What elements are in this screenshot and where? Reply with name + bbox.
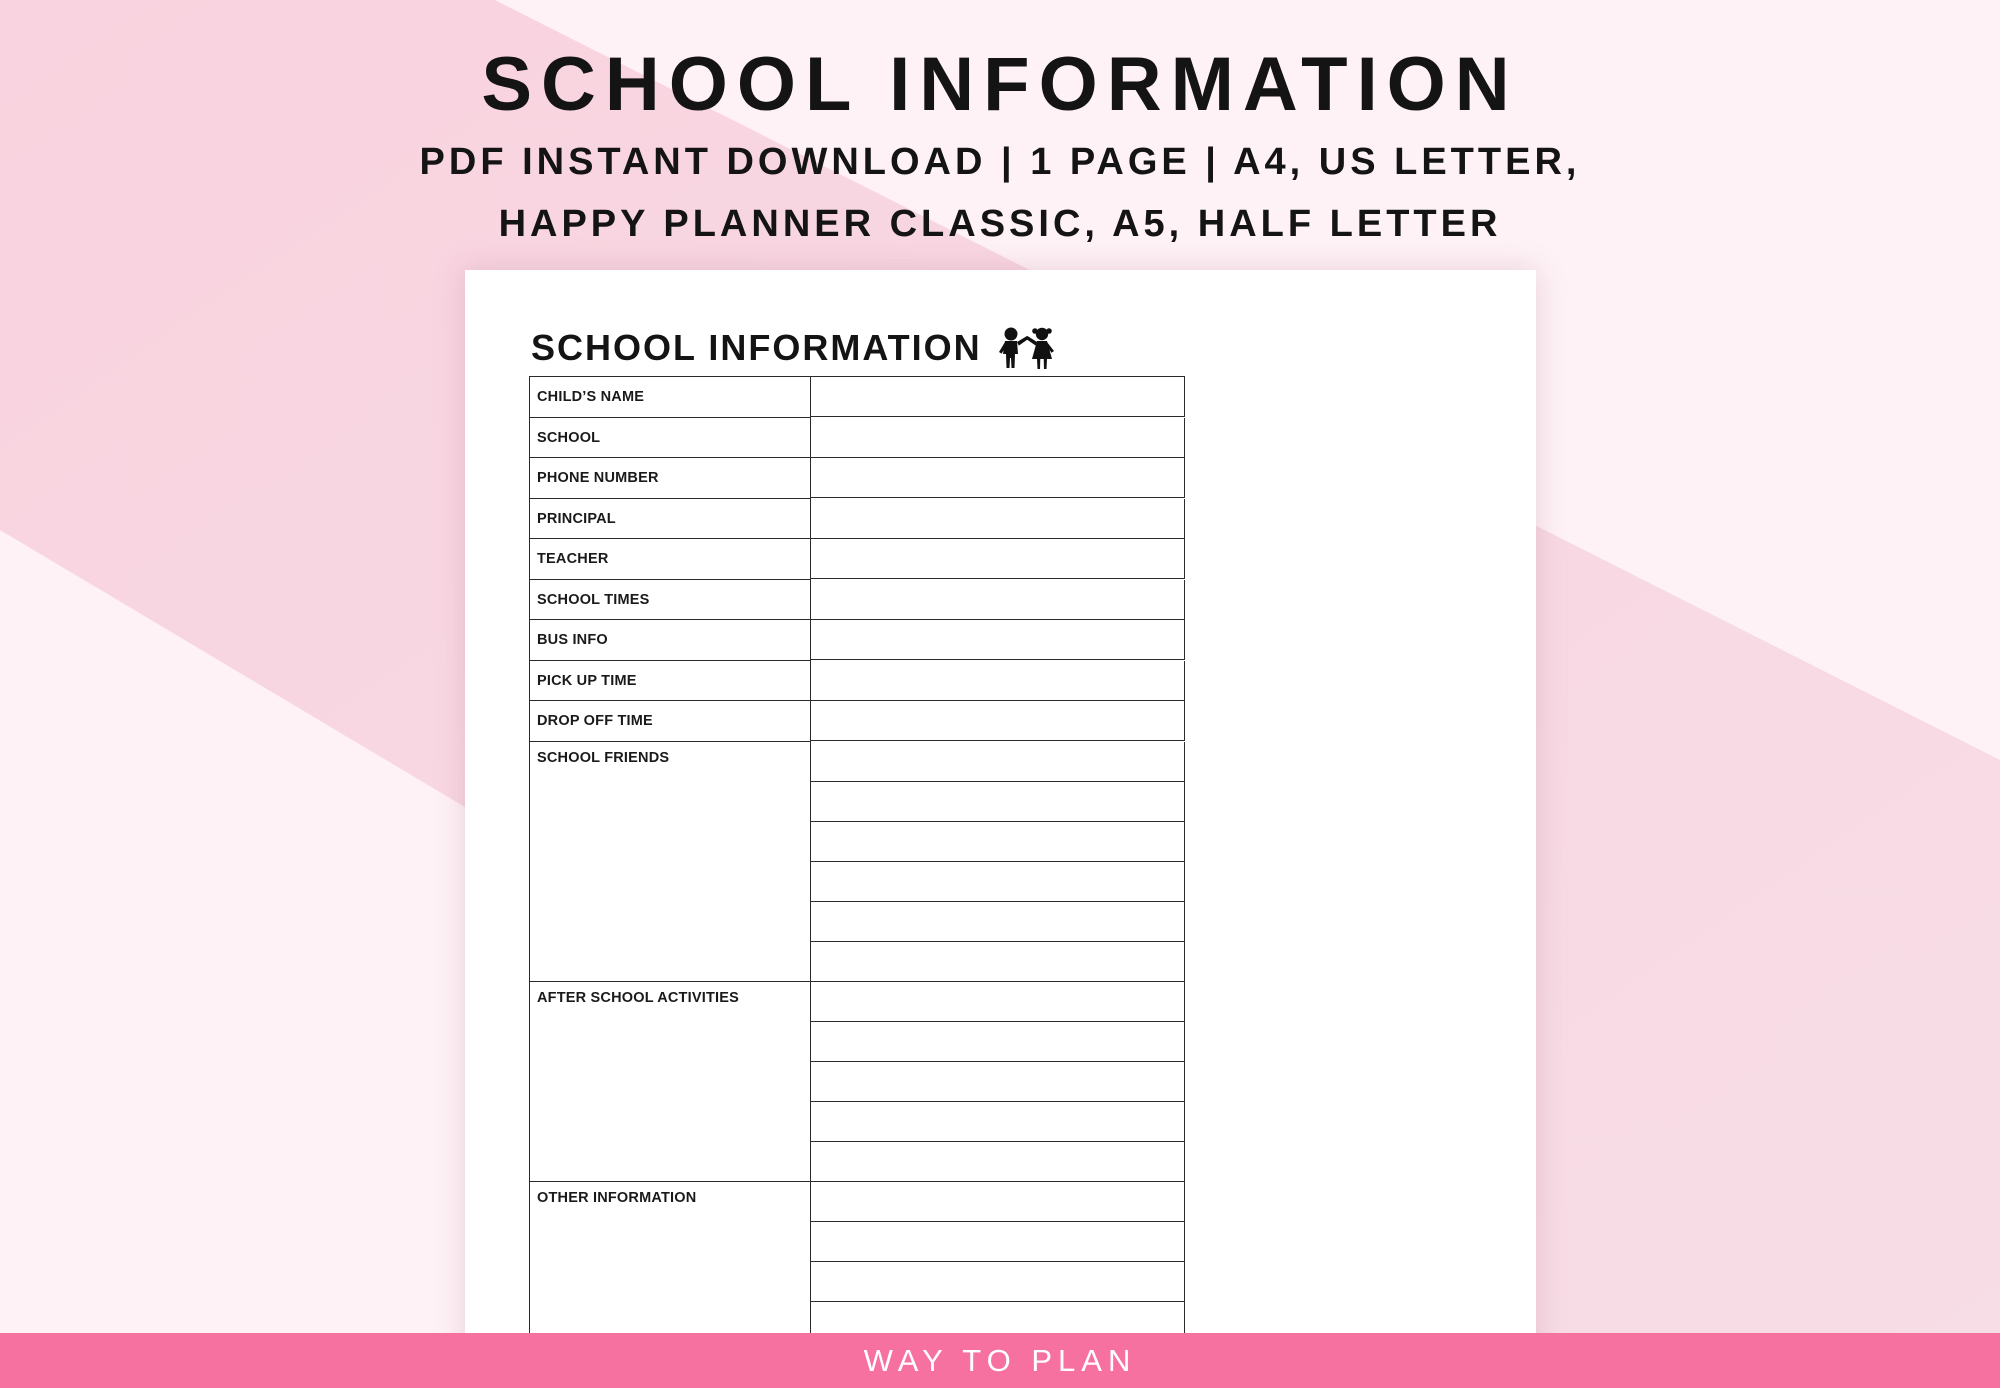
form-row-label: PHONE NUMBER xyxy=(529,458,811,499)
form-row-label: CHILD’S NAME xyxy=(529,377,811,418)
write-in-line[interactable] xyxy=(811,822,1185,862)
footer-bar xyxy=(0,1333,2000,1388)
write-in-line[interactable] xyxy=(811,1142,1185,1182)
form-row xyxy=(529,982,1185,1182)
form-row-write-area xyxy=(811,982,1185,1182)
form-row-label: BUS INFO xyxy=(529,620,811,661)
write-in-line[interactable] xyxy=(811,982,1185,1022)
page-title: SCHOOL INFORMATION xyxy=(481,42,1519,127)
page-subtitle-line1: PDF INSTANT DOWNLOAD | 1 PAGE | A4, US LETTER, xyxy=(419,141,1581,183)
form-row xyxy=(529,580,1185,621)
children-icon xyxy=(994,326,1062,370)
form-row-write-area xyxy=(811,620,1185,661)
write-in-line[interactable] xyxy=(811,1102,1185,1142)
write-in-line[interactable] xyxy=(811,539,1185,579)
write-in-line[interactable] xyxy=(811,782,1185,822)
form-row-label: PRINCIPAL xyxy=(529,499,811,540)
write-in-line[interactable] xyxy=(811,902,1185,942)
form-row xyxy=(529,701,1185,742)
form-row-write-area xyxy=(811,458,1185,499)
write-in-line[interactable] xyxy=(811,1222,1185,1262)
sheet-title-text: SCHOOL INFORMATION xyxy=(531,327,982,368)
write-in-line[interactable] xyxy=(811,1062,1185,1102)
write-in-line[interactable] xyxy=(811,862,1185,902)
form-row-write-area xyxy=(811,661,1185,702)
write-in-line[interactable] xyxy=(811,701,1185,741)
write-in-line[interactable] xyxy=(811,661,1185,701)
form-row-label: SCHOOL xyxy=(529,418,811,459)
write-in-line[interactable] xyxy=(811,620,1185,660)
sheet-title xyxy=(531,326,1062,370)
footer-brand: WAY TO PLAN xyxy=(863,1343,1137,1378)
printable-sheet xyxy=(465,270,1536,1370)
write-in-line[interactable] xyxy=(811,377,1185,417)
form-row xyxy=(529,742,1185,982)
form-row-label: PICK UP TIME xyxy=(529,661,811,702)
form-row-label: DROP OFF TIME xyxy=(529,701,811,742)
form-row-write-area xyxy=(811,499,1185,540)
write-in-line[interactable] xyxy=(811,1022,1185,1062)
form-row-label: SCHOOL TIMES xyxy=(529,580,811,621)
form-row-label: SCHOOL FRIENDS xyxy=(529,742,811,982)
form-row xyxy=(529,620,1185,661)
form-row-write-area xyxy=(811,418,1185,459)
form-row-write-area xyxy=(811,701,1185,742)
page-subtitle-line2: HAPPY PLANNER CLASSIC, A5, HALF LETTER xyxy=(498,203,1502,245)
form-row-label: OTHER INFORMATION xyxy=(529,1182,811,1371)
form-row-write-area xyxy=(811,377,1185,418)
form-row-label: AFTER SCHOOL ACTIVITIES xyxy=(529,982,811,1182)
form-row xyxy=(529,418,1185,459)
form-row xyxy=(529,661,1185,702)
write-in-line[interactable] xyxy=(811,499,1185,539)
form-row-write-area xyxy=(811,742,1185,982)
form-row xyxy=(529,539,1185,580)
form-row xyxy=(529,499,1185,540)
write-in-line[interactable] xyxy=(811,1182,1185,1222)
school-info-form xyxy=(529,376,1185,1370)
form-row-label: TEACHER xyxy=(529,539,811,580)
form-row-write-area xyxy=(811,580,1185,621)
write-in-line[interactable] xyxy=(811,742,1185,782)
form-row xyxy=(529,377,1185,418)
write-in-line[interactable] xyxy=(811,580,1185,620)
write-in-line[interactable] xyxy=(811,1262,1185,1302)
write-in-line[interactable] xyxy=(811,458,1185,498)
form-row xyxy=(529,458,1185,499)
write-in-line[interactable] xyxy=(811,942,1185,982)
write-in-line[interactable] xyxy=(811,418,1185,458)
form-row-write-area xyxy=(811,539,1185,580)
